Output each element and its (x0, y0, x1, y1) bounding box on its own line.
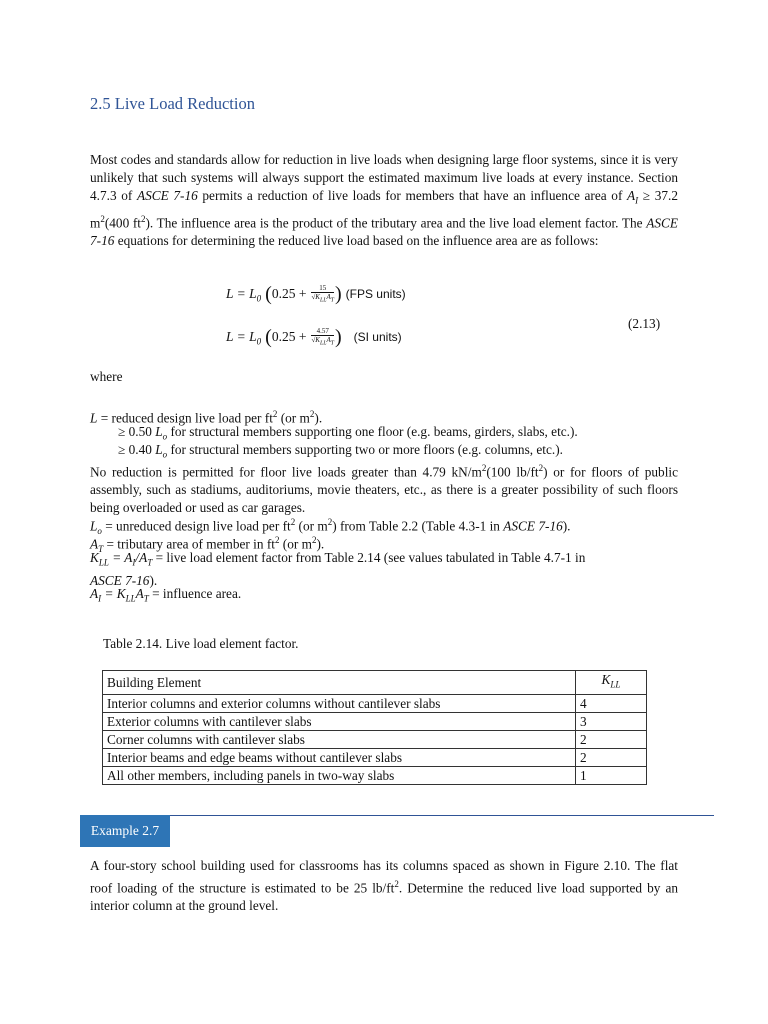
example-label: Example 2.7 (80, 815, 170, 847)
table-row (103, 766, 647, 784)
table-row (103, 730, 647, 748)
table-header-row (103, 671, 647, 695)
fps-units-label: (FPS units) (345, 287, 406, 301)
def-AT: $A_T$ = tributary area of member in $ft^2$ (or $m^2$). (90, 535, 325, 555)
table-cell-value: 2 (576, 730, 647, 748)
def-Lo: $L_o$ = unreduced design live load per $ft^2$ (or $m^2$) from Table 2.2 (Table 4.3-1 in ASCE 7-16). (90, 517, 571, 537)
def-cond1: ≥ 0.50 $L_o$ for structural members supporting one floor (e.g. beams, girders, slabs, etc.). (118, 424, 578, 442)
def-cond2: ≥ 0.40 $L_o$ for structural members supporting two or more floors (e.g. columns, etc.). (118, 442, 563, 460)
equation-si: $L = L_0$ (0.25 + $\frac{4.57}{√K_{LL}A_T}$ ) (SI units) (226, 326, 402, 348)
table-cell-value: 3 (576, 712, 647, 730)
header-kll: $K_{LL}$ (576, 671, 647, 695)
table-cell-element: Interior columns and exterior columns without cantilever slabs (103, 694, 576, 712)
def-AI: $A_I = K_{LL}A_T$ = influence area. (90, 586, 242, 604)
table-row (103, 712, 647, 730)
def-L: L = reduced design live load per $ft^2$ (or $m^2$). (90, 409, 323, 426)
where-label: where (90, 369, 123, 384)
example-text: A four-story school building used for classrooms has its columns spaced as shown in Figure 2.10. The flat roof loading of the structure is estimated to be 25 $lb/ft^2$. Determine the reduced live load supported by an interior column at the ground level. (90, 858, 678, 914)
table-cell-value: 1 (576, 766, 647, 784)
equation-number: (2.13) (628, 316, 661, 331)
si-units-label: (SI units) (353, 330, 402, 344)
table-caption: Table 2.14. Live load element factor. (103, 636, 299, 651)
table-cell-value: 2 (576, 748, 647, 766)
example-divider (80, 815, 714, 816)
table-cell-element: Exterior columns with cantilever slabs (103, 712, 576, 730)
live-load-factor-table (102, 670, 647, 785)
table-cell-element: Interior beams and edge beams without cantilever slabs (103, 748, 576, 766)
no-reduction-note: No reduction is permitted for floor live loads greater than 4.79 $kN/m^2(100$ $lb/ft^2$) or for floors of public assembly, such as stadiums, auditoriums, movie theaters, etc., as there is a greater possibility of such floors being overloaded or used as car garages. (90, 463, 679, 516)
intro-paragraph: Most codes and standards allow for reduction in live loads when designing large floor systems, since it is very unlikely that such systems will always support the estimated maximum live loads at every instance. Section 4.7.3 of ASCE 7-16 permits a reduction of live loads for members that have an influence area of $A_I \ge 37.2$ $m^2(400$ $ft^2$). The influence area is the product of the tributary area and the live load element factor. The ASCE 7-16 equations for determining the reduced live load based on the influence area are as follows: (90, 152, 679, 249)
table-cell-element: All other members, including panels in two-way slabs (103, 766, 576, 784)
header-building-element: Building Element (103, 671, 576, 695)
def-KLL: $K_{LL} = A_I/A_T$ = live load element factor from Table 2.14 (see values tabulated in Table 4.7-1 in ASCE 7-16). (90, 550, 586, 588)
section-heading: 2.5 Live Load Reduction (90, 94, 255, 113)
equation-fps: $L = L_0$ (0.25 + $\frac{15}{√K_{LL}A_T}$ ) (FPS units) (226, 283, 406, 305)
table-row (103, 748, 647, 766)
table-row (103, 694, 647, 712)
table-cell-element: Corner columns with cantilever slabs (103, 730, 576, 748)
table-cell-value: 4 (576, 694, 647, 712)
